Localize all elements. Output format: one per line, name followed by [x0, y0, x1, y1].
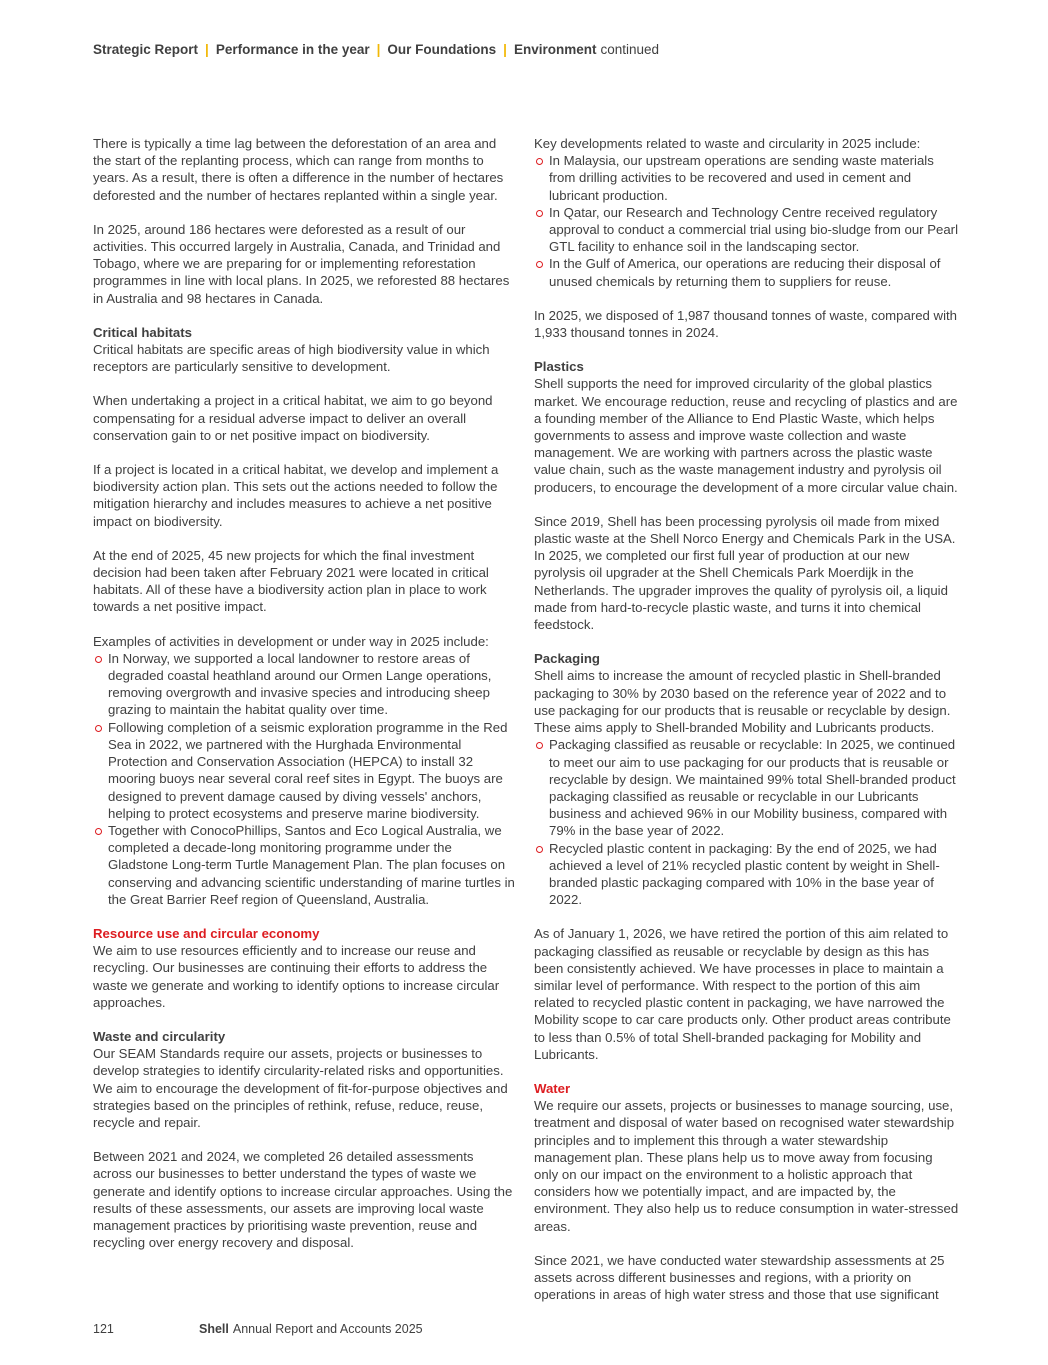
breadcrumb-separator: | — [503, 42, 507, 57]
list-item: In the Gulf of America, our operations are reducing their disposal of unused chemicals by returning them to suppliers for reuse. — [534, 255, 959, 289]
paragraph-resource-use: We aim to use resources efficiently and to increase our reuse and recycling. Our businesses are continuing their efforts to address the waste we generate and working to identify options to increase circular approaches. — [93, 943, 500, 1010]
paragraph-time-lag: There is typically a time lag between the deforestation of an area and the start of the replanting process, which can range from months to years. As a result, there is often a difference in the number of hectares deforested and the number of hectares replanted within a single year. — [93, 136, 504, 203]
paragraph-water-assessments: Since 2021, we have conducted water stewardship assessments at 25 assets across different businesses and regions, with a priority on operations in areas of high water stress and those that use significant — [534, 1252, 945, 1303]
paragraph-packaging-retired: As of January 1, 2026, we have retired the portion of this aim related to packaging classified as reusable or recyclable by design as this has been consistently achieved. We have processes in place to maintain a similar level of performance. With respect to the portion of this aim related to recycled plastic content in packaging, we have narrowed the Mobility scope to car care products only. Other product areas contribute to less than 0.5% of total Shell-branded packaging for Mobility and Lubricants. — [534, 926, 951, 1062]
examples-list — [93, 650, 515, 908]
page-number: 121 — [93, 1322, 114, 1336]
breadcrumb — [93, 42, 659, 57]
paragraph-water-stewardship: We require our assets, projects or businesses to manage sourcing, use, treatment and disposal of water based on recognised water stewardship principles and to implement this through a water stewardship management plan. These plans help us to move away from focusing only on our impact on the environment to a holistic approach that considers how we potentially impact, and are impacted by, the environment. They also help us to reduce consumption in water-stressed areas. — [534, 1098, 959, 1234]
breadcrumb-separator: | — [376, 42, 381, 57]
breadcrumb-foundations[interactable]: Our Foundations — [387, 42, 497, 57]
breadcrumb-performance[interactable]: Performance in the year — [215, 42, 370, 57]
paragraph-waste-total: In 2025, we disposed of 1,987 thousand tonnes of waste, compared with 1,933 thousand tonnes in 2024. — [534, 307, 958, 341]
footer-brand: Shell — [199, 1322, 229, 1336]
right-column — [534, 135, 959, 1320]
list-item: Following completion of a seismic exploration programme in the Red Sea in 2022, we partnered with the Hurghada Environmental Protection and Conservation Association (HEPCA) to install 32 mooring buoys near several coral reef sites in Egypt. The buoys are designed to prevent damage caused by diving vessels' anchors, helping to protect ecosystems and preserve marine biodiversity. — [93, 719, 515, 822]
paragraph-seam-standards: Our SEAM Standards require our assets, projects or businesses to develop strategies to identify circularity-related risks and opportunities. We aim to encourage the development of fit-for-purpose objectives and strategies based on the principles of rethink, refuse, reduce, reuse, recycle and repair. — [93, 1046, 508, 1130]
breadcrumb-separator: | — [205, 42, 209, 57]
heading-waste-circularity: Waste and circularity — [93, 1028, 226, 1044]
paragraph-critical-plan: If a project is located in a critical habitat, we develop and implement a biodiversity action plan. This sets out the actions needed to follow the mitigation hierarchy and includes measures to achieve a net positive impact on biodiversity. — [93, 462, 499, 529]
heading-resource-use: Resource use and circular economy — [93, 925, 320, 941]
paragraph-pyrolysis: Since 2019, Shell has been processing pyrolysis oil made from mixed plastic waste at the Shell Norco Energy and Chemicals Park in the USA. In 2025, we completed our first full year of production at our new pyrolysis oil upgrader at the Shell Chemicals Park Moerdijk in the Netherlands. The upgrader improves the quality of pyrolysis oil, a liquid made from hard-to-recycle plastic waste, and turns it into chemical feedstock. — [534, 513, 956, 633]
footer — [93, 1322, 423, 1336]
list-item: In Norway, we supported a local landowner to restore areas of degraded coastal heathland around our Ormen Lange operations, removing overgrowth and invasive species and introducing sheep grazing to maintain the habitat quality over time. — [93, 650, 515, 719]
paragraph-key-developments-intro: Key developments related to waste and circularity in 2025 include: — [534, 136, 921, 151]
list-item: Packaging classified as reusable or recyclable: In 2025, we continued to meet our aim to use packaging for our products that is reusable or recyclable by design. We maintained 99% total Shell-branded product packaging classified as reusable or recyclable in our Lubricants business and achieved 96% in our Mobility business, compared with 79% in the base year of 2022. — [534, 736, 959, 839]
breadcrumb-environment[interactable]: Environment — [513, 42, 597, 57]
breadcrumb-continued: continued — [600, 42, 660, 57]
paragraph-plastics-circularity: Shell supports the need for improved circularity of the global plastics market. We encourage reduction, reuse and recycling of plastics and are a founding member of the Alliance to End Plastic Waste, which helps governments to assess and improve waste collection and waste management. We are working with partners across the plastic waste value chain, such as the waste management industry and pyrolysis oil producers, to encourage the development of a more circular value chain. — [534, 376, 958, 495]
key-developments-list — [534, 152, 959, 290]
paragraph-examples-intro: Examples of activities in development or under way in 2025 include: — [93, 633, 489, 649]
list-item: In Qatar, our Research and Technology Centre received regulatory approval to conduct a commercial trial using bio-sludge from our Pearl GTL facility to enhance soil in the landscaping sector. — [534, 204, 959, 256]
paragraph-packaging-aims: Shell aims to increase the amount of recycled plastic in Shell-branded packaging to 30% by 2030 based on the reference year of 2022 and to use packaging for our products that is reusable or recyclable by design. These aims apply to Shell-branded Mobility and Lubricants products. — [534, 668, 951, 736]
heading-water: Water — [534, 1080, 571, 1096]
paragraph-deforestation-2025: In 2025, around 186 hectares were deforested as a result of our activities. This occurred largely in Australia, Canada, and Trinidad and Tobago, where we are preparing for or implementing reforestation programmes in line with local plans. In 2025, we reforested 88 hectares in Australia and 98 hectares in Canada. — [93, 221, 510, 306]
paragraph-critical-definition: Critical habitats are specific areas of high biodiversity value in which receptors are particularly sensitive to development. — [93, 342, 490, 375]
breadcrumb-strategic-report[interactable]: Strategic Report — [93, 42, 199, 57]
list-item: Recycled plastic content in packaging: By the end of 2025, we had achieved a level of 21% recycled plastic content by weight in Shell-branded plastic packaging compared with 10% in the base year of 2022. — [534, 840, 959, 909]
heading-critical-habitats: Critical habitats — [93, 324, 192, 340]
heading-plastics: Plastics — [534, 359, 584, 375]
left-column — [93, 135, 515, 1268]
paragraph-critical-projects: At the end of 2025, 45 new projects for which the final investment decision had been taken after February 2021 were located in critical habitats. All of these have a biodiversity action plan in place to work towards a net positive impact. — [93, 547, 489, 615]
packaging-list — [534, 736, 959, 908]
heading-packaging: Packaging — [534, 651, 600, 667]
list-item: Together with ConocoPhillips, Santos and Eco Logical Australia, we completed a decade-long monitoring programme under the Gladstone Long-term Turtle Management Plan. The plan focuses on conserving and advancing scientific understanding of marine turtles in the Great Barrier Reef region of Queensland, Australia. — [93, 822, 515, 908]
paragraph-waste-assessments: Between 2021 and 2024, we completed 26 detailed assessments across our businesses to better understand the types of waste we generate and identify options to increase circular approaches. Using the results of these assessments, our assets are improving local waste management practices by prioritising waste prevention, reuse and recycling over energy recovery and disposal. — [93, 1149, 513, 1251]
paragraph-critical-aim: When undertaking a project in a critical habitat, we aim to go beyond compensating for a residual adverse impact to deliver an overall conservation gain to or net positive impact on biodiversity. — [93, 393, 493, 443]
list-item: In Malaysia, our upstream operations are sending waste materials from drilling activities to be recovered and used in cement and lubricant production. — [534, 152, 959, 204]
footer-title: Annual Report and Accounts 2025 — [232, 1322, 423, 1336]
